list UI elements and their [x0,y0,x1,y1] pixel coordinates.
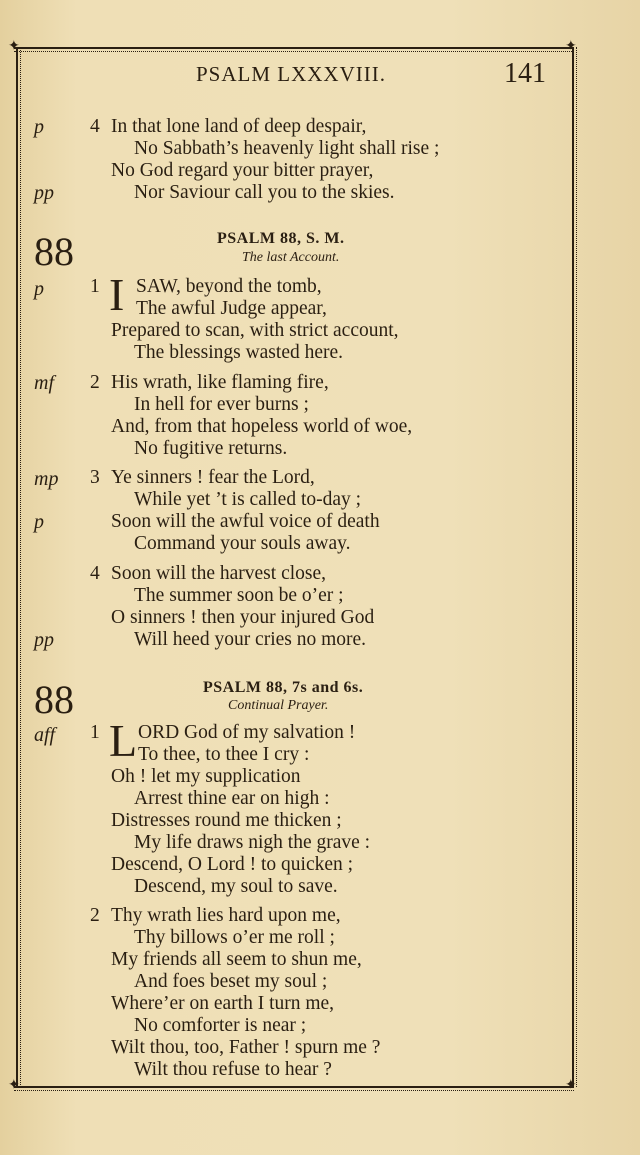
verse-line: In that lone land of deep despair, [111,116,367,137]
page-number: 141 [504,58,546,89]
corner-ornament-icon: ✦ [8,1078,20,1093]
verse-line: No comforter is near ; [134,1015,307,1036]
verse-line: Wilt thou refuse to hear ? [134,1059,332,1080]
verse-line: No fugitive returns. [134,438,288,459]
drop-cap: L [109,715,138,766]
verse-line: SAW, beyond the tomb, [136,276,322,297]
left-border [16,47,18,1087]
verse-line: The blessings wasted here. [134,342,344,363]
verse-line: No God regard your bitter prayer, [111,160,374,181]
verse-line: No Sabbath’s heavenly light shall rise ; [134,138,440,159]
hymn-title: PSALM 88, S. M. [217,230,345,247]
verse-line: And foes beset my soul ; [134,971,328,992]
hymn-title: PSALM 88, 7s and 6s. [203,679,364,696]
corner-ornament-icon: ✦ [565,1078,577,1093]
verse-number: 2 [90,372,100,393]
bottom-border [14,1086,574,1088]
verse-line: In hell for ever burns ; [134,394,309,415]
verse-line: The summer soon be o’er ; [134,585,344,606]
verse-line: Soon will the awful voice of death [111,511,380,532]
dynamic-marking: pp [34,629,54,651]
verse-line: My friends all seem to shun me, [111,949,362,970]
verse-line: His wrath, like flaming fire, [111,372,329,393]
verse-line: Nor Saviour call you to the skies. [134,182,395,203]
verse-line: O sinners ! then your injured God [111,607,375,628]
hymn-number: 88 [34,677,74,722]
verse-line: My life draws nigh the grave : [134,832,371,853]
dynamic-marking: p [34,116,44,138]
verse-line: Soon will the harvest close, [111,563,327,584]
verse-line: Thy billows o’er me roll ; [134,927,335,948]
dynamic-marking: aff [34,724,56,746]
verse-line: Prepared to scan, with strict account, [111,320,399,341]
verse-line: To thee, to thee I cry : [138,744,310,765]
dynamic-marking: p [34,511,44,533]
verse-number: 1 [90,276,100,297]
verse-number: 3 [90,467,100,488]
hymn-subtitle: Continual Prayer. [228,698,329,713]
verse-line: Distresses round me thicken ; [111,810,342,831]
verse-line: The awful Judge appear, [136,298,327,319]
verse-line: Wilt thou, too, Father ! spurn me ? [111,1037,381,1058]
verse-line: And, from that hopeless world of woe, [111,416,413,437]
verse-line: Oh ! let my supplication [111,766,301,787]
verse-number: 1 [90,722,100,743]
top-border [14,47,574,49]
dynamic-marking: mf [34,372,54,394]
hymn-subtitle: The last Account. [242,250,340,265]
dynamic-marking: p [34,278,44,300]
verse-line: Command your souls away. [134,533,351,554]
verse-line: Ye sinners ! fear the Lord, [111,467,315,488]
verse-line: Will heed your cries no more. [134,629,367,650]
dynamic-marking: mp [34,468,59,490]
verse-line: Where’er on earth I turn me, [111,993,335,1014]
dynamic-marking: pp [34,182,54,204]
verse-line: Descend, my soul to save. [134,876,338,897]
verse-line: Descend, O Lord ! to quicken ; [111,854,354,875]
verse-line: Thy wrath lies hard upon me, [111,905,341,926]
verse-number: 4 [90,116,100,137]
drop-cap: I [109,269,125,320]
running-header: PSALM LXXXVIII. [196,62,386,86]
right-border [572,47,574,1087]
hymn-number: 88 [34,229,74,274]
verse-line: ORD God of my salvation ! [138,722,356,743]
verse-number: 2 [90,905,100,926]
verse-line: Arrest thine ear on high : [134,788,330,809]
verse-number: 4 [90,563,100,584]
corner-ornament-icon: ✦ [565,39,577,54]
corner-ornament-icon: ✦ [8,39,20,54]
verse-line: While yet ’t is called to-day ; [134,489,362,510]
